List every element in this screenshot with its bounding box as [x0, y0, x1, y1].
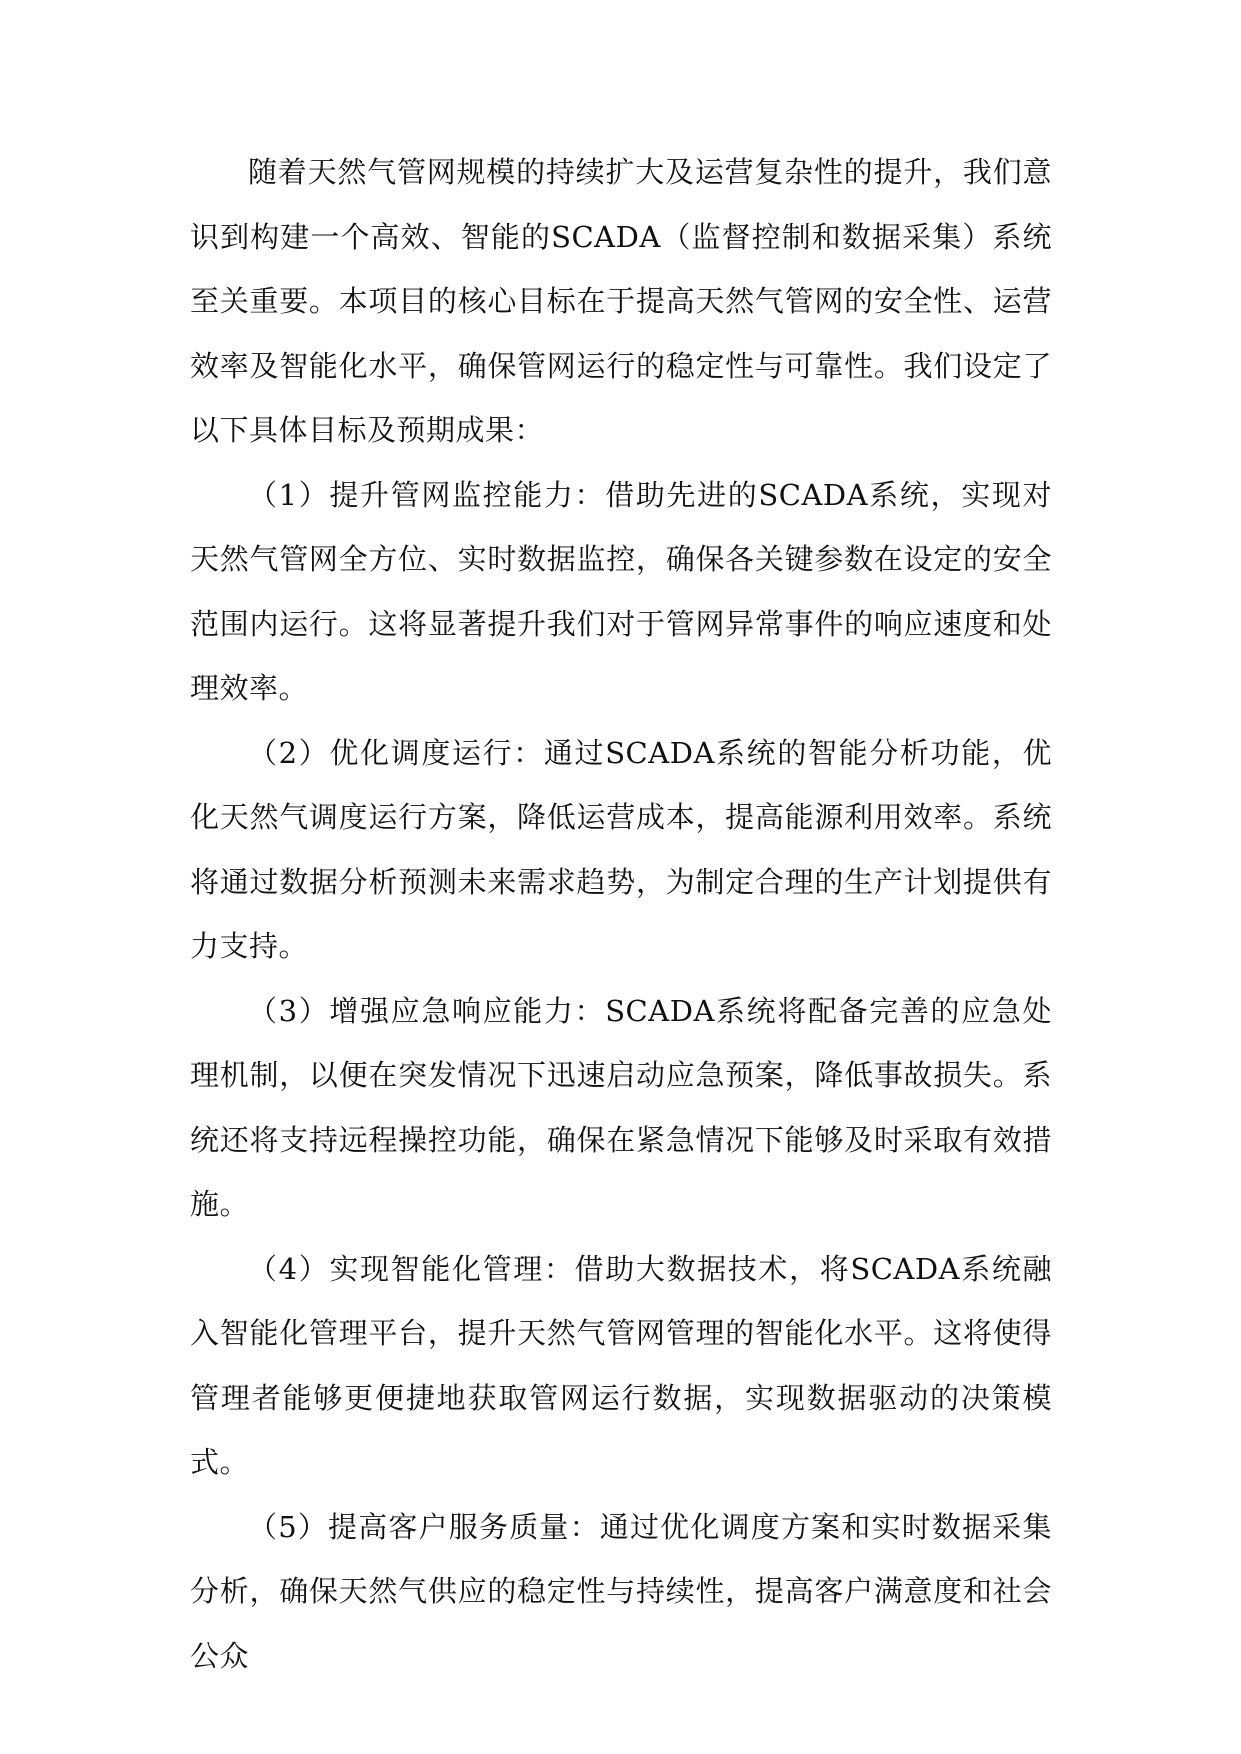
paragraph-goal-4: （4）实现智能化管理：借助大数据技术，将SCADA系统融入智能化管理平台，提升天然气管网管理的智能化水平。这将使得管理者能够更便捷地获取管网运行数据，实现数据驱动的决策模式。 [190, 1251, 1052, 1479]
document-body [190, 140, 1052, 1688]
paragraph-goal-1: （1）提升管网监控能力：借助先进的SCADA系统，实现对天然气管网全方位、实时数据监控，确保各关键参数在设定的安全范围内运行。这将显著提升我们对于管网异常事件的响应速度和处理效率。 [190, 477, 1052, 705]
paragraph-goal-2: （2）优化调度运行：通过SCADA系统的智能分析功能，优化天然气调度运行方案，降低运营成本，提高能源利用效率。系统将通过数据分析预测未来需求趋势，为制定合理的生产计划提供有力支持。 [190, 735, 1052, 963]
paragraph-goal-3: （3）增强应急响应能力：SCADA系统将配备完善的应急处理机制，以便在突发情况下迅速启动应急预案，降低事故损失。系统还将支持远程操控功能，确保在紧急情况下能够及时采取有效措施。 [190, 993, 1052, 1221]
paragraph-goal-5: （5）提高客户服务质量：通过优化调度方案和实时数据采集分析，确保天然气供应的稳定性与持续性，提高客户满意度和社会公众 [190, 1509, 1052, 1673]
paragraph-intro: 随着天然气管网规模的持续扩大及运营复杂性的提升，我们意识到构建一个高效、智能的SCADA（监督控制和数据采集）系统至关重要。本项目的核心目标在于提高天然气管网的安全性、运营效率及智能化水平，确保管网运行的稳定性与可靠性。我们设定了以下具体目标及预期成果： [190, 155, 1052, 447]
